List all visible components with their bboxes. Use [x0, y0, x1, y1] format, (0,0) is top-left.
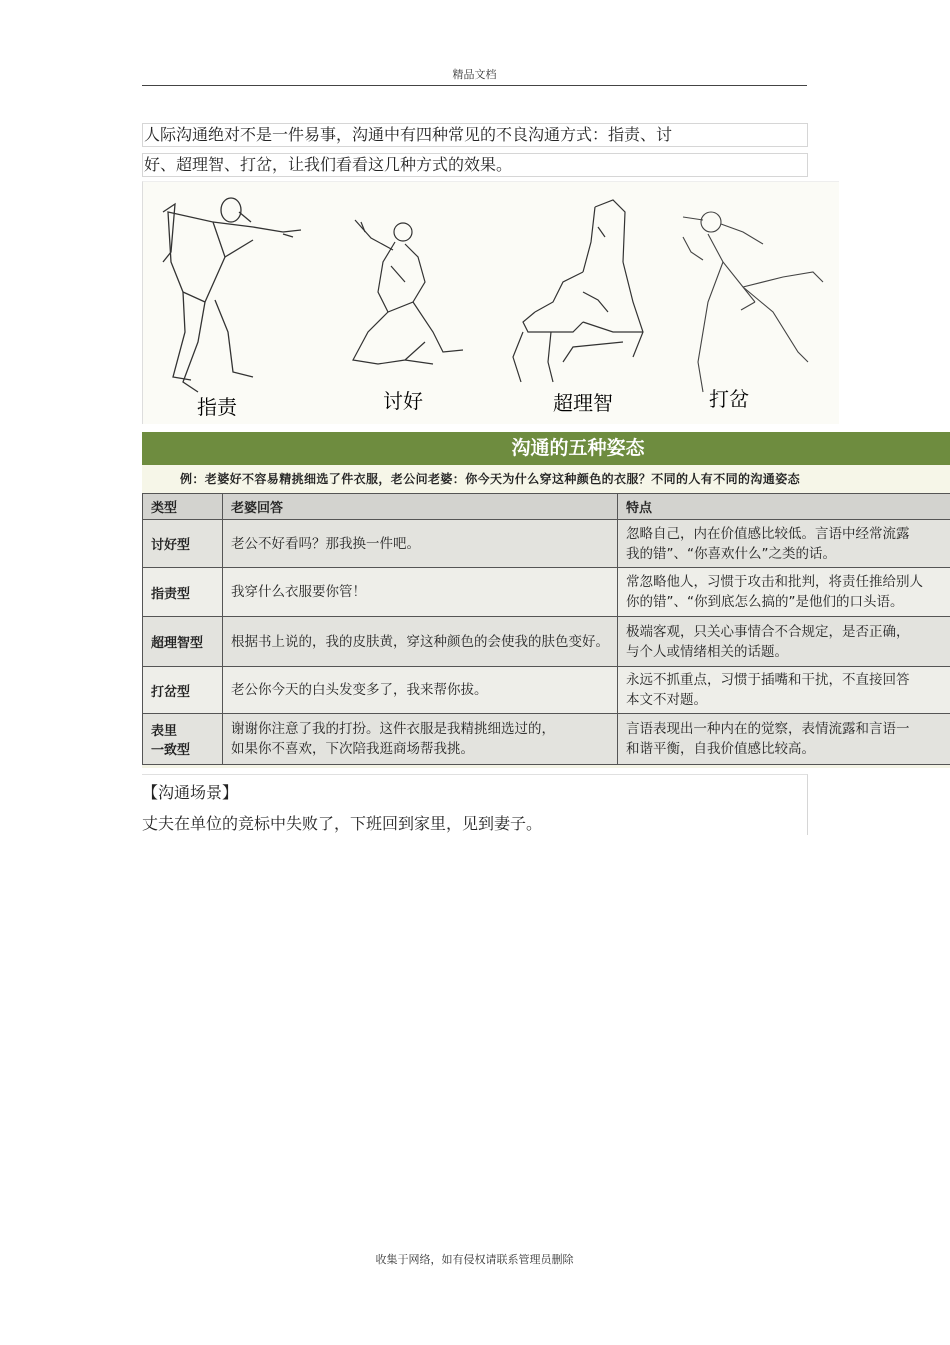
- column-header-answer: 老婆回答: [223, 494, 618, 520]
- row-answer: 谢谢你注意了我的打扮。这件衣服是我精挑细选过的， 如果你不喜欢，下次陪我逛商场帮我挑。: [223, 714, 618, 765]
- placating-figure: [353, 220, 463, 364]
- row-type: 表里 一致型: [143, 714, 223, 765]
- table-row: [143, 520, 950, 568]
- column-header-feature: 特点: [618, 494, 950, 520]
- scene-text: 丈夫在单位的竞标中失败了，下班回到家里，见到妻子。: [142, 814, 543, 833]
- label-blaming: 指责: [197, 395, 237, 419]
- column-header-type: 类型: [143, 494, 223, 520]
- communication-styles-illustration: [142, 181, 839, 424]
- header-divider: [142, 85, 807, 86]
- row-feature: 忽略自己，内在价值感比较低。言语中经常流露 我的错”、“你喜欢什么”之类的话。: [618, 520, 950, 568]
- blaming-figure: [163, 198, 301, 392]
- row-type: 指责型: [143, 568, 223, 617]
- row-answer: 老公你今天的白头发变多了，我来帮你拔。: [223, 667, 618, 714]
- row-answer: 我穿什么衣服要你管！: [223, 568, 618, 617]
- row-feature: 言语表现出一种内在的觉察，表情流露和言语一 和谐平衡，自我价值感比较高。: [618, 714, 950, 765]
- table-row: [143, 568, 950, 617]
- five-postures-table: [142, 432, 950, 768]
- row-answer: 根据书上说的，我的皮肤黄，穿这种颜色的会使我的肤色变好。: [223, 617, 618, 667]
- table-title: 沟通的五种姿态: [142, 432, 950, 465]
- intro-line-2: 好、超理智、打岔，让我们看看这几种方式的效果。: [142, 153, 808, 177]
- table-row: [143, 714, 950, 765]
- irrelevant-figure: [683, 212, 823, 392]
- table-example: 例：老婆好不容易精挑细选了件衣服，老公问老婆：你今天为什么穿这种颜色的衣服？不同的人有不同的沟通姿态: [142, 465, 950, 493]
- table-row: [143, 667, 950, 714]
- intro-line-1: 人际沟通绝对不是一件易事，沟通中有四种常见的不良沟通方式：指责、讨: [142, 123, 808, 147]
- label-super-reasonable: 超理智: [553, 391, 613, 415]
- super-reasonable-figure: [513, 200, 643, 382]
- scene-heading: 【沟通场景】: [142, 783, 239, 802]
- page-header: 精品文档: [452, 68, 497, 81]
- label-irrelevant: 打岔: [709, 387, 749, 411]
- row-feature: 永远不抓重点，习惯于插嘴和干扰，不直接回答 本文不对题。: [618, 667, 950, 714]
- label-placating: 讨好: [383, 389, 423, 413]
- table-row: [143, 617, 950, 667]
- row-feature: 常忽略他人，习惯于攻击和批判，将责任推给别人 你的错”、“你到底怎么搞的”是他们的口头语。: [618, 568, 950, 617]
- row-type: 超理智型: [143, 617, 223, 667]
- row-feature: 极端客观，只关心事情合不合规定，是否正确， 与个人或情绪相关的话题。: [618, 617, 950, 667]
- page-footer: 收集于网络，如有侵权请联系管理员删除: [375, 1253, 574, 1266]
- row-answer: 老公不好看吗？那我换一件吧。: [223, 520, 618, 568]
- row-type: 打岔型: [143, 667, 223, 714]
- row-type: 讨好型: [143, 520, 223, 568]
